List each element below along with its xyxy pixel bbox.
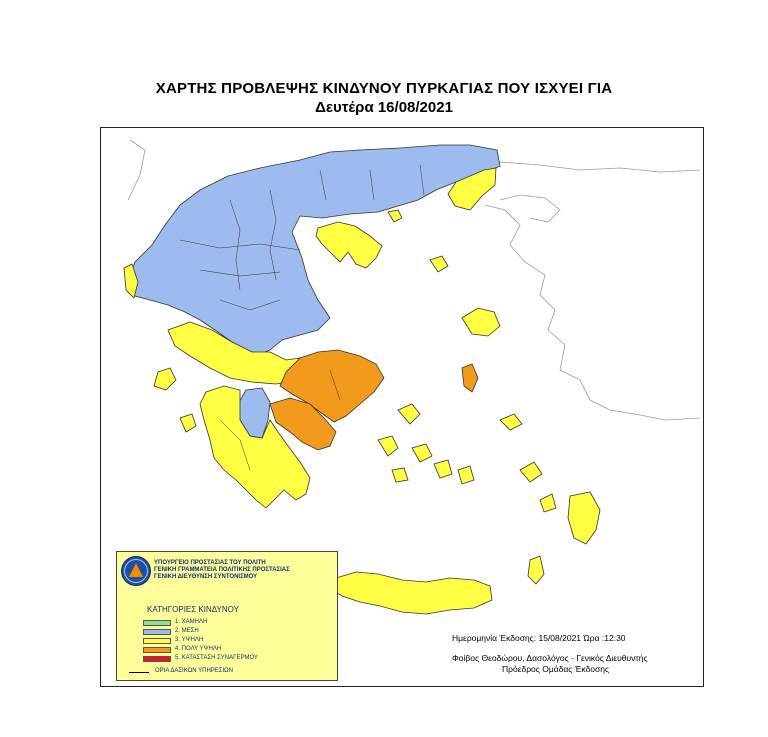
org-line-1: ΥΠΟΥΡΓΕΙΟ ΠΡΟΣΤΑΣΙΑΣ ΤΟΥ ΠΟΛΙΤΗ bbox=[154, 560, 266, 566]
org-line-3: ΓΕΝΙΚΗ ΔΙΕΥΘΥΝΣΗ ΣΥΝΤΟΝΙΣΜΟΥ bbox=[154, 574, 258, 580]
category-very-high-label: 4. ΠΟΛΥ ΥΨΗΛΗ bbox=[175, 646, 222, 652]
boundary-line-key bbox=[129, 672, 149, 673]
rhodes-island bbox=[568, 492, 600, 544]
swatch-medium bbox=[143, 629, 171, 635]
chios-island bbox=[462, 364, 478, 392]
crete-island bbox=[332, 572, 492, 614]
dodecanese-islands bbox=[520, 462, 556, 512]
chalkidiki-region bbox=[316, 222, 382, 268]
swatch-very-high bbox=[143, 647, 171, 653]
zakynthos-island bbox=[180, 414, 196, 432]
issue-role: Πρόεδρος Ομάδας Έκδοσης bbox=[502, 664, 610, 674]
category-medium-label: 2. ΜΕΣΗ bbox=[175, 628, 199, 634]
andros-tinos-islands bbox=[398, 404, 420, 424]
mainland-north-region bbox=[126, 145, 500, 355]
samos-island bbox=[500, 414, 522, 430]
boundaries-label: ΟΡΙΑ ΔΑΣΙΚΩΝ ΥΠΗΡΕΣΙΩΝ bbox=[155, 668, 233, 674]
lemnos-island bbox=[430, 256, 448, 272]
category-low-label: 1. ΧΑΜΗΛΗ bbox=[175, 619, 208, 625]
map-date: Δευτέρα 16/08/2021 bbox=[315, 99, 453, 116]
region-very-high bbox=[270, 350, 478, 450]
cyclades-islands bbox=[378, 436, 474, 484]
legend-box bbox=[116, 551, 338, 681]
swatch-high bbox=[143, 638, 171, 644]
swatch-alert bbox=[143, 656, 171, 662]
issue-date: Ημερομηνία Έκδοσης: 15/08/2021 Ώρα :12:30 bbox=[452, 633, 626, 643]
karpathos-island bbox=[528, 556, 544, 584]
category-high-label: 3. ΥΨΗΛΗ bbox=[175, 637, 204, 643]
map-title: ΧΑΡΤΗΣ ΠΡΟΒΛΕΨΗΣ ΚΙΝΔΥΝΟΥ ΠΥΡΚΑΓΙΑΣ ΠΟΥ ΙΣΧΥΕΙ ΓΙΑ bbox=[155, 80, 613, 97]
issue-author: Φοίβος Θεοδώρου, Δασολόγος - Γενικός Διευθυντής bbox=[452, 653, 648, 663]
category-alert-label: 5. ΚΑΤΑΣΤΑΣΗ ΣΥΝΑΓΕΡΜΟΥ bbox=[175, 655, 258, 661]
kefalonia-island bbox=[154, 368, 176, 390]
emblem-triangle bbox=[129, 563, 143, 577]
org-line-2: ΓΕΝΙΚΗ ΓΡΑΜΜΑΤΕΙΑ ΠΟΛΙΤΙΚΗΣ ΠΡΟΣΤΑΣΙΑΣ bbox=[154, 567, 290, 573]
swatch-low bbox=[143, 620, 171, 626]
thasos-island bbox=[388, 210, 402, 222]
civil-protection-emblem-icon bbox=[121, 556, 151, 586]
lesbos-island bbox=[462, 308, 500, 336]
categories-title: ΚΑΤΗΓΟΡΙΕΣ ΚΙΝΔΥΝΟΥ bbox=[147, 605, 239, 614]
